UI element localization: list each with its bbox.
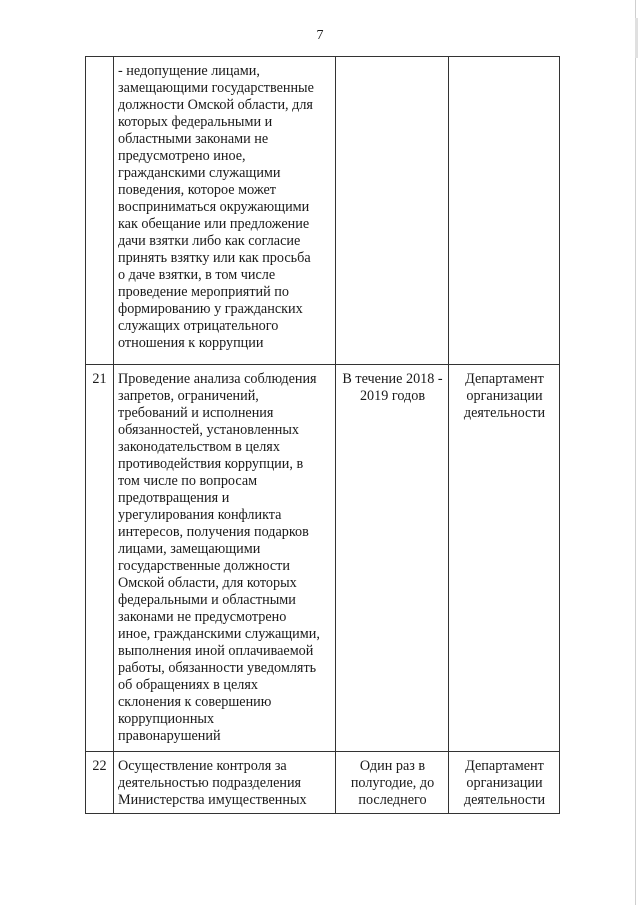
measure-text-line: формированию у гражданских [118,301,303,317]
term-cell [336,365,449,752]
measure-text-line: должности Омской области, для [118,97,313,113]
measure-text [114,365,336,752]
measure-text-line: дачи взятки либо как согласие [118,233,301,249]
measure-text-line: проведение мероприятий по [118,284,289,300]
measure-text-line: том числе по вопросам [118,473,258,489]
responsible-line: Департамент [465,758,544,774]
measure-text-line: законодательством в целях [118,439,280,455]
scan-edge-line [635,0,636,905]
measure-text-line: Омской области, для которых [118,575,297,591]
measure-text-line: правонарушений [118,728,221,744]
measure-text [114,752,336,814]
measure-text-line: федеральными и областными [118,592,296,608]
term-cell [336,57,449,365]
measure-text-line: служащих отрицательного [118,318,279,334]
measure-text-line: отношения к коррупции [118,335,264,351]
measure-text-line: восприниматься окружающими [118,199,310,215]
measure-text-line: которых федеральными и [118,114,273,130]
term-line: полугодие, до [350,775,435,791]
measure-text-line: противодействия коррупции, в [118,456,304,472]
measure-text-line: иное, гражданскими служащими, [118,626,320,642]
measure-text-line: склонения к совершению [118,694,272,710]
measure-text-line: интересов, получения подарков [118,524,309,540]
responsible-cell [449,365,560,752]
measure-text [114,57,336,365]
measure-text-line: о даче взятки, в том числе [118,267,276,283]
row-number [86,57,114,365]
page-number: 7 [316,28,324,43]
responsible-line: организации [466,775,543,791]
measure-text-line: как обещание или предложение [118,216,310,232]
term-line: Один раз в [359,758,426,774]
measure-text-line: принять взятку или как просьба [118,250,311,266]
responsible-line: Департамент [465,371,544,387]
action-plan-table [85,56,560,814]
row-number: 21 [86,365,114,752]
measure-text-line: Осуществление контроля за [118,758,287,774]
term-line: 2019 годов [359,388,426,404]
measure-text-line: предусмотрено иное, [118,148,246,164]
measure-text-line: коррупционных [118,711,215,727]
responsible-cell [449,57,560,365]
term-cell [336,752,449,814]
measure-text-line: законами не предусмотрено [118,609,287,625]
responsible-line: деятельности [463,405,546,421]
measure-text-line: замещающими государственные [118,80,314,96]
measure-text-line: Министерства имущественных [118,792,307,808]
measure-text-line: работы, обязанности уведомлять [118,660,317,676]
term-line: В течение 2018 - [342,371,443,387]
responsible-cell [449,752,560,814]
table-row [86,752,560,814]
measure-text-line: запретов, ограничений, [118,388,259,404]
measure-text-line: деятельностью подразделения [118,775,302,791]
row-number: 22 [86,752,114,814]
measure-text-line: областными законами не [118,131,269,147]
measure-text-line: требований и исполнения [118,405,274,421]
measure-text-line: гражданскими служащими [118,165,281,181]
measure-text-line: Проведение анализа соблюдения [118,371,317,387]
table-row [86,365,560,752]
responsible-line: деятельности [463,792,546,808]
measure-text-line: обязанностей, установленных [118,422,299,438]
measure-text-line: об обращениях в целях [118,677,258,693]
responsible-line: организации [466,388,543,404]
table-row [86,57,560,365]
measure-text-line: поведения, которое может [118,182,276,198]
measure-text-line: лицами, замещающими [118,541,261,557]
measure-text-line: выполнения иной оплачиваемой [118,643,314,659]
term-line: последнего [358,792,427,808]
measure-text-line: государственные должности [118,558,290,574]
measure-text-line: предотвращения и [118,490,230,506]
measure-text-line: - недопущение лицами, [118,63,260,79]
measure-text-line: урегулирования конфликта [118,507,282,523]
